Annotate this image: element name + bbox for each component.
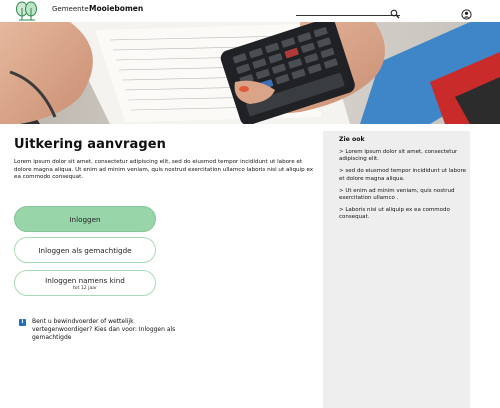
hero-image <box>0 22 500 124</box>
trees-logo-icon[interactable] <box>15 1 39 21</box>
user-icon[interactable] <box>461 5 472 16</box>
page-title: Uitkering aanvragen <box>14 137 167 152</box>
login-child-button-label: Inloggen namens kind <box>45 275 125 285</box>
login-child-button[interactable] <box>14 270 156 296</box>
login-child-sublabel: tot 12 jaar <box>73 285 97 291</box>
sidebar-link[interactable]: > sed do eiusmod tempor incididunt ut labore et dolore magna aliqua. <box>339 168 467 182</box>
login-button[interactable] <box>14 206 156 232</box>
sidebar-title: Zie ook <box>339 136 365 143</box>
sidebar-link[interactable]: > Laboris nisi ut aliquip ex ea commodo consequat. <box>339 207 450 221</box>
brand-prefix: Gemeente <box>52 5 89 13</box>
brand-name[interactable]: Mooiebomen <box>89 4 144 13</box>
info-text: Bent u bewindvoerder of wettelijk vertegenwoordiger? Kies dan voor: Inloggen als gemachtigde <box>32 318 176 341</box>
login-authorized-button-label: Inloggen als gemachtigde <box>38 245 132 255</box>
login-authorized-button[interactable] <box>14 237 156 263</box>
see-also-sidebar <box>323 131 470 408</box>
search-icon[interactable] <box>390 4 400 14</box>
login-button-label: Inloggen <box>69 214 101 224</box>
site-header <box>0 0 500 22</box>
intro-text: Lorem ipsum dolor sit amet, consectetur adipiscing elit, sed do eiusmod tempor incididunt ut labore et dolore magna aliqua. Ut enim ad minim veniam, quis nostrud exercitation ullamco laboris nisi ut aliquip ex ea commodo consequat. <box>14 159 314 181</box>
sidebar-link[interactable]: > Ut enim ad minim veniam, quis nostrud exercitation ullamco . <box>339 187 455 202</box>
sidebar-links <box>339 149 467 227</box>
info-icon: i <box>19 319 26 326</box>
sidebar-link[interactable]: > Lorem ipsum dolor sit amet, consectetur adipiscing elit. <box>339 149 458 163</box>
search-input[interactable] <box>296 5 400 16</box>
